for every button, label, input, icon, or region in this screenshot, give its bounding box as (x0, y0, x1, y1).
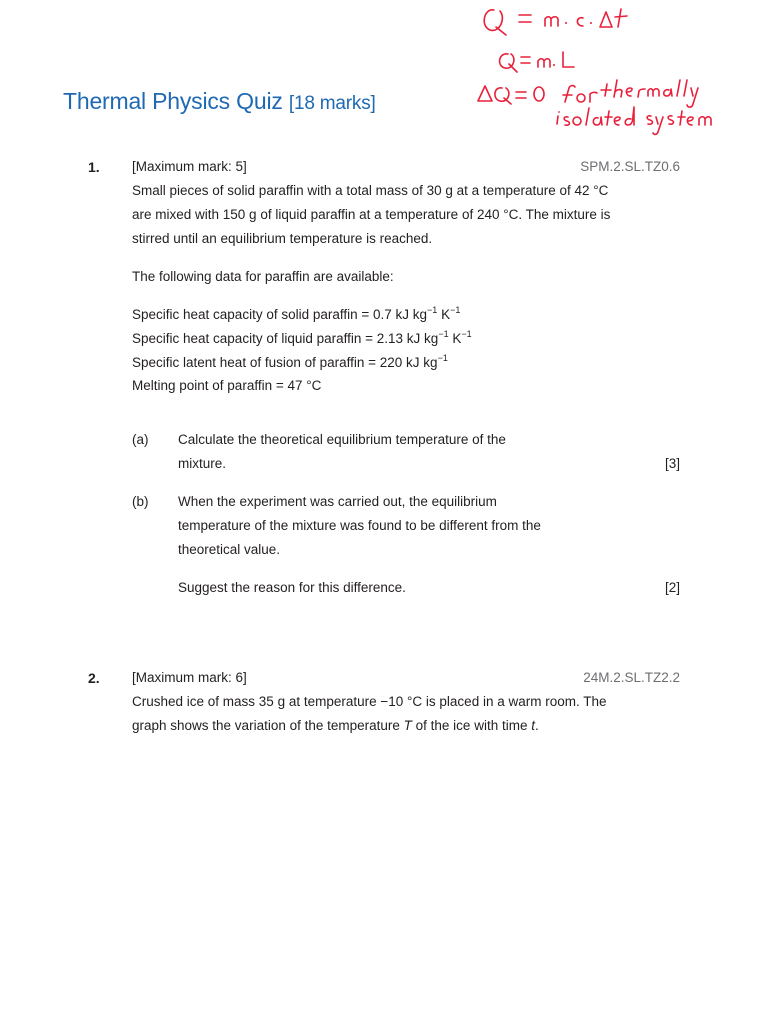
stem-line: stirred until an equilibrium temperature is reached. (132, 231, 433, 246)
title-marks: [18 marks] (288, 93, 376, 114)
part-instruction: Suggest the reason for this difference. (178, 580, 406, 595)
stem-line: are mixed with 150 g of liquid paraffin at a temperature of 240 °C. The mixture is (132, 207, 611, 222)
max-mark-label: [Maximum mark: 5] (132, 159, 247, 174)
data-shc-solid: Specific heat capacity of solid paraffin = 0.7 kJ $kg^{-1}$ $K^{-1}$ (132, 305, 461, 322)
part-label: (a) (132, 432, 149, 447)
part-text: When the experiment was carried out, the equilibrium (178, 494, 497, 509)
stem-line: Small pieces of solid paraffin with a total mass of 30 g at a temperature of 42 °C (132, 183, 609, 198)
title-main: Thermal Physics Quiz (63, 88, 283, 114)
note-isolated-system (478, 80, 698, 107)
data-intro: The following data for paraffin are available: (132, 269, 394, 284)
part-marks: [3] (664, 456, 680, 471)
data-latent-heat: Specific latent heat of fusion of paraffin = 220 kJ $kg^{-1}$ (132, 353, 448, 370)
part-text: theoretical value. (178, 542, 281, 557)
data-melting-point: Melting point of paraffin = 47 °C (132, 378, 322, 393)
part-text: temperature of the mixture was found to be different from the (178, 518, 541, 533)
stem-line: Crushed ice of mass 35 g at temperature −10 °C is placed in a warm room. The (132, 694, 607, 709)
question-number: 2. (88, 670, 100, 686)
question-code: 24M.2.SL.TZ2.2 (583, 670, 680, 685)
data-shc-liquid: Specific heat capacity of liquid paraffin = 2.13 kJ $kg^{-1}$ $K^{-1}$ (132, 329, 472, 346)
question-code: SPM.2.SL.TZ0.6 (580, 159, 680, 174)
note-isolated-system-2 (557, 107, 711, 134)
max-mark-label: [Maximum mark: 6] (132, 670, 247, 685)
part-text: Calculate the theoretical equilibrium temperature of the (178, 432, 506, 447)
part-text: mixture. (178, 456, 227, 471)
handwritten-notes (0, 0, 768, 140)
part-label: (b) (132, 494, 149, 509)
note-latent-equation (500, 52, 574, 72)
stem-line: graph shows the variation of the temperature T of the ice with time t. (132, 718, 539, 733)
part-marks: [2] (664, 580, 680, 595)
question-number: 1. (88, 159, 100, 175)
page-title (63, 88, 376, 115)
note-heat-equation (484, 9, 627, 35)
